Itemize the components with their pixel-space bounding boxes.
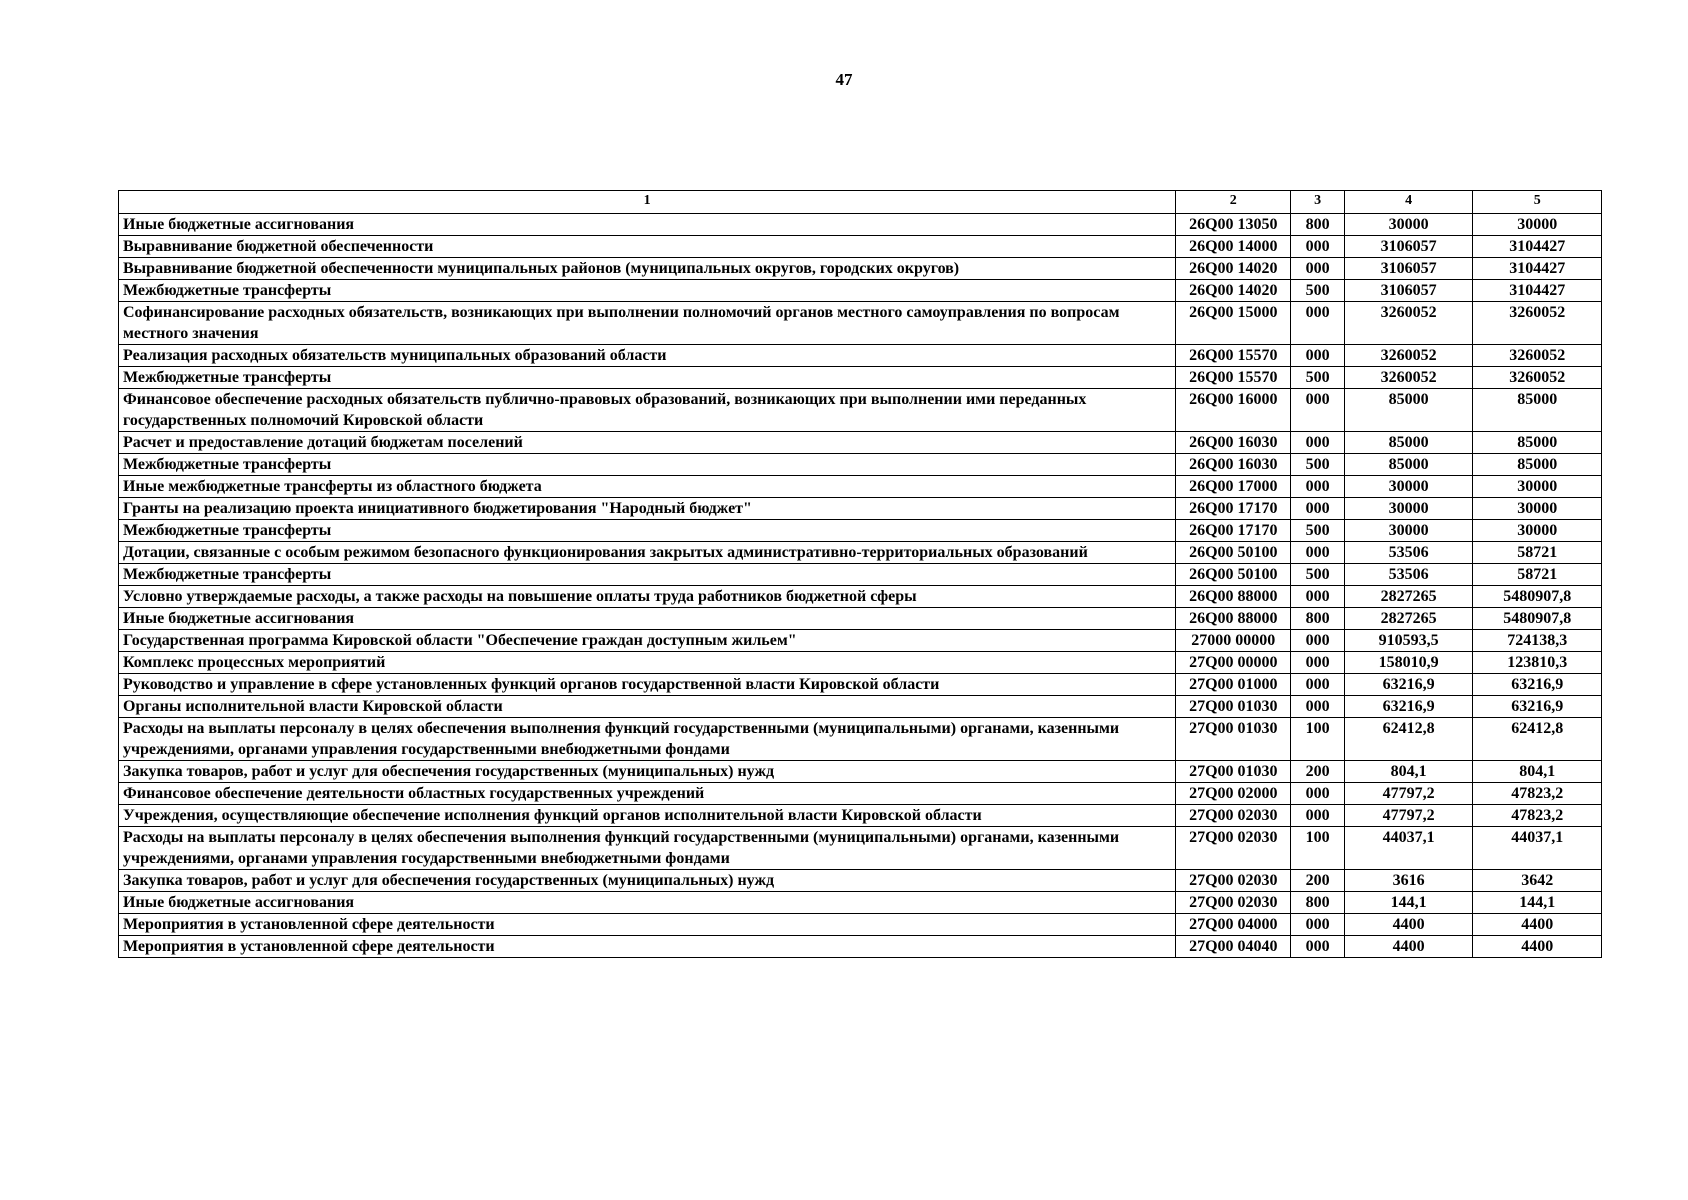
row-value-col4-cell: 53506: [1344, 564, 1473, 586]
row-code-cell: 27Q00 02000: [1176, 783, 1291, 805]
row-value-col4-cell: 3260052: [1344, 345, 1473, 367]
row-type-cell: 000: [1291, 498, 1344, 520]
header-col-3: 3: [1291, 191, 1344, 214]
row-code-cell: 27Q00 02030: [1176, 870, 1291, 892]
row-value-col4-cell: 3260052: [1344, 367, 1473, 389]
row-value-col5-cell: 58721: [1473, 564, 1602, 586]
row-value-col5-cell: 3104427: [1473, 280, 1602, 302]
page-number: 47: [835, 70, 853, 89]
row-type-cell: 000: [1291, 236, 1344, 258]
table-row: [119, 586, 1602, 608]
row-name-cell: Иные бюджетные ассигнования: [119, 892, 1176, 914]
row-value-col4-cell: 2827265: [1344, 608, 1473, 630]
row-type-cell: 000: [1291, 914, 1344, 936]
row-name-cell: Межбюджетные трансферты: [119, 454, 1176, 476]
row-value-col5-cell: 62412,8: [1473, 718, 1602, 761]
row-value-col5-cell: 47823,2: [1473, 783, 1602, 805]
row-value-col5-cell: 4400: [1473, 914, 1602, 936]
row-type-cell: 000: [1291, 652, 1344, 674]
row-code-cell: 27Q00 02030: [1176, 805, 1291, 827]
row-type-cell: 000: [1291, 432, 1344, 454]
row-value-col4-cell: 804,1: [1344, 761, 1473, 783]
row-code-cell: 26Q00 88000: [1176, 608, 1291, 630]
header-col-2: 2: [1176, 191, 1291, 214]
row-type-cell: 000: [1291, 476, 1344, 498]
row-type-cell: 500: [1291, 564, 1344, 586]
row-value-col4-cell: 30000: [1344, 498, 1473, 520]
row-value-col5-cell: 58721: [1473, 542, 1602, 564]
row-code-cell: 26Q00 88000: [1176, 586, 1291, 608]
row-value-col5-cell: 5480907,8: [1473, 586, 1602, 608]
row-type-cell: 000: [1291, 389, 1344, 432]
table-row: [119, 783, 1602, 805]
row-code-cell: 26Q00 16030: [1176, 454, 1291, 476]
row-code-cell: 27Q00 01030: [1176, 696, 1291, 718]
row-type-cell: 500: [1291, 454, 1344, 476]
row-value-col4-cell: 85000: [1344, 389, 1473, 432]
row-value-col5-cell: 3104427: [1473, 258, 1602, 280]
row-value-col4-cell: 63216,9: [1344, 696, 1473, 718]
row-type-cell: 200: [1291, 761, 1344, 783]
table-row: [119, 936, 1602, 958]
table-row: [119, 870, 1602, 892]
row-name-cell: Софинансирование расходных обязательств, возникающих при выполнении полномочий органов местного самоуправления по вопросам местного значения: [119, 302, 1176, 345]
header-col-1: 1: [119, 191, 1176, 214]
row-value-col5-cell: 3260052: [1473, 302, 1602, 345]
table-row: [119, 236, 1602, 258]
row-name-cell: Иные бюджетные ассигнования: [119, 214, 1176, 236]
row-name-cell: Межбюджетные трансферты: [119, 280, 1176, 302]
row-value-col5-cell: 85000: [1473, 454, 1602, 476]
row-value-col5-cell: 3104427: [1473, 236, 1602, 258]
row-type-cell: 800: [1291, 892, 1344, 914]
row-value-col4-cell: 44037,1: [1344, 827, 1473, 870]
row-name-cell: Выравнивание бюджетной обеспеченности муниципальных районов (муниципальных округов, городских округов): [119, 258, 1176, 280]
row-name-cell: Руководство и управление в сфере установленных функций органов государственной власти Кировской области: [119, 674, 1176, 696]
table-row: [119, 280, 1602, 302]
row-name-cell: Дотации, связанные с особым режимом безопасного функционирования закрытых административно-территориальных образований: [119, 542, 1176, 564]
row-type-cell: 000: [1291, 630, 1344, 652]
row-type-cell: 000: [1291, 302, 1344, 345]
row-name-cell: Финансовое обеспечение деятельности областных государственных учреждений: [119, 783, 1176, 805]
row-value-col4-cell: 3106057: [1344, 280, 1473, 302]
row-value-col5-cell: 3642: [1473, 870, 1602, 892]
row-value-col5-cell: 4400: [1473, 936, 1602, 958]
table-row: [119, 498, 1602, 520]
table-row: [119, 345, 1602, 367]
table-row: [119, 302, 1602, 345]
row-type-cell: 000: [1291, 783, 1344, 805]
table-row: [119, 805, 1602, 827]
row-code-cell: 26Q00 15570: [1176, 345, 1291, 367]
row-value-col5-cell: 3260052: [1473, 345, 1602, 367]
row-type-cell: 500: [1291, 367, 1344, 389]
row-value-col4-cell: 63216,9: [1344, 674, 1473, 696]
row-value-col4-cell: 144,1: [1344, 892, 1473, 914]
row-code-cell: 27Q00 02030: [1176, 827, 1291, 870]
row-name-cell: Финансовое обеспечение расходных обязательств публично-правовых образований, возникающих при выполнении ими переданных государственных полномочий Кировской области: [119, 389, 1176, 432]
header-col-4: 4: [1344, 191, 1473, 214]
row-code-cell: 26Q00 14000: [1176, 236, 1291, 258]
table-row: [119, 432, 1602, 454]
row-name-cell: Выравнивание бюджетной обеспеченности: [119, 236, 1176, 258]
row-code-cell: 26Q00 16000: [1176, 389, 1291, 432]
row-type-cell: 000: [1291, 586, 1344, 608]
row-value-col5-cell: 85000: [1473, 389, 1602, 432]
row-name-cell: Закупка товаров, работ и услуг для обеспечения государственных (муниципальных) нужд: [119, 870, 1176, 892]
row-name-cell: Иные бюджетные ассигнования: [119, 608, 1176, 630]
row-code-cell: 27Q00 04040: [1176, 936, 1291, 958]
row-code-cell: 27Q00 00000: [1176, 652, 1291, 674]
row-value-col5-cell: 44037,1: [1473, 827, 1602, 870]
row-value-col5-cell: 47823,2: [1473, 805, 1602, 827]
row-name-cell: Гранты на реализацию проекта инициативного бюджетирования "Народный бюджет": [119, 498, 1176, 520]
row-value-col4-cell: 2827265: [1344, 586, 1473, 608]
row-name-cell: Межбюджетные трансферты: [119, 564, 1176, 586]
row-name-cell: Мероприятия в установленной сфере деятельности: [119, 936, 1176, 958]
row-value-col5-cell: 30000: [1473, 520, 1602, 542]
row-value-col4-cell: 3106057: [1344, 258, 1473, 280]
table-row: [119, 892, 1602, 914]
row-code-cell: 27Q00 01030: [1176, 761, 1291, 783]
row-name-cell: Реализация расходных обязательств муниципальных образований области: [119, 345, 1176, 367]
row-value-col5-cell: 123810,3: [1473, 652, 1602, 674]
row-value-col5-cell: 144,1: [1473, 892, 1602, 914]
row-type-cell: 200: [1291, 870, 1344, 892]
table-row: [119, 718, 1602, 761]
row-type-cell: 000: [1291, 696, 1344, 718]
row-value-col5-cell: 5480907,8: [1473, 608, 1602, 630]
row-value-col4-cell: 53506: [1344, 542, 1473, 564]
row-code-cell: 26Q00 14020: [1176, 258, 1291, 280]
row-type-cell: 000: [1291, 345, 1344, 367]
row-value-col5-cell: 63216,9: [1473, 696, 1602, 718]
table-row: [119, 608, 1602, 630]
row-name-cell: Мероприятия в установленной сфере деятельности: [119, 914, 1176, 936]
row-value-col5-cell: 63216,9: [1473, 674, 1602, 696]
row-value-col4-cell: 4400: [1344, 914, 1473, 936]
row-value-col4-cell: 3106057: [1344, 236, 1473, 258]
table-row: [119, 674, 1602, 696]
table-row: [119, 542, 1602, 564]
row-code-cell: 27Q00 01030: [1176, 718, 1291, 761]
table-row: [119, 914, 1602, 936]
row-code-cell: 27Q00 04000: [1176, 914, 1291, 936]
table-row: [119, 827, 1602, 870]
row-code-cell: 26Q00 15000: [1176, 302, 1291, 345]
table-row: [119, 367, 1602, 389]
row-name-cell: Иные межбюджетные трансферты из областного бюджета: [119, 476, 1176, 498]
table-row: [119, 454, 1602, 476]
row-code-cell: 26Q00 17000: [1176, 476, 1291, 498]
row-value-col4-cell: 30000: [1344, 476, 1473, 498]
table-row: [119, 652, 1602, 674]
row-name-cell: Органы исполнительной власти Кировской области: [119, 696, 1176, 718]
table-body: [119, 214, 1602, 958]
row-name-cell: Закупка товаров, работ и услуг для обеспечения государственных (муниципальных) нужд: [119, 761, 1176, 783]
row-name-cell: Учреждения, осуществляющие обеспечение исполнения функций органов исполнительной власти Кировской области: [119, 805, 1176, 827]
row-value-col5-cell: 724138,3: [1473, 630, 1602, 652]
header-col-5: 5: [1473, 191, 1602, 214]
row-value-col4-cell: 47797,2: [1344, 805, 1473, 827]
row-code-cell: 26Q00 50100: [1176, 542, 1291, 564]
row-code-cell: 27Q00 02030: [1176, 892, 1291, 914]
row-code-cell: 26Q00 16030: [1176, 432, 1291, 454]
row-name-cell: Государственная программа Кировской области "Обеспечение граждан доступным жильем": [119, 630, 1176, 652]
table-row: [119, 389, 1602, 432]
budget-table: [118, 190, 1602, 958]
row-code-cell: 26Q00 13050: [1176, 214, 1291, 236]
row-value-col4-cell: 910593,5: [1344, 630, 1473, 652]
table-row: [119, 258, 1602, 280]
row-value-col4-cell: 4400: [1344, 936, 1473, 958]
row-value-col4-cell: 62412,8: [1344, 718, 1473, 761]
row-type-cell: 500: [1291, 520, 1344, 542]
row-name-cell: Расходы на выплаты персоналу в целях обеспечения выполнения функций государственными (муниципальными) органами, казенными учреждениями, органами управления государственными внебюджетными фондами: [119, 827, 1176, 870]
row-type-cell: 800: [1291, 608, 1344, 630]
row-name-cell: Комплекс процессных мероприятий: [119, 652, 1176, 674]
row-name-cell: Расходы на выплаты персоналу в целях обеспечения выполнения функций государственными (муниципальными) органами, казенными учреждениями, органами управления государственными внебюджетными фондами: [119, 718, 1176, 761]
row-code-cell: 27000 00000: [1176, 630, 1291, 652]
row-value-col5-cell: 30000: [1473, 476, 1602, 498]
table-row: [119, 214, 1602, 236]
row-value-col4-cell: 3616: [1344, 870, 1473, 892]
table-row: [119, 564, 1602, 586]
row-name-cell: Межбюджетные трансферты: [119, 520, 1176, 542]
table-header-row: [119, 191, 1602, 214]
table-row: [119, 761, 1602, 783]
row-value-col5-cell: 3260052: [1473, 367, 1602, 389]
table-row: [119, 520, 1602, 542]
row-value-col4-cell: 85000: [1344, 432, 1473, 454]
row-type-cell: 000: [1291, 258, 1344, 280]
row-value-col4-cell: 30000: [1344, 520, 1473, 542]
row-type-cell: 100: [1291, 718, 1344, 761]
row-code-cell: 26Q00 14020: [1176, 280, 1291, 302]
row-value-col5-cell: 30000: [1473, 498, 1602, 520]
row-value-col4-cell: 30000: [1344, 214, 1473, 236]
row-value-col4-cell: 158010,9: [1344, 652, 1473, 674]
row-type-cell: 100: [1291, 827, 1344, 870]
row-type-cell: 000: [1291, 805, 1344, 827]
row-value-col5-cell: 30000: [1473, 214, 1602, 236]
table-row: [119, 630, 1602, 652]
row-code-cell: 27Q00 01000: [1176, 674, 1291, 696]
row-value-col4-cell: 47797,2: [1344, 783, 1473, 805]
row-type-cell: 000: [1291, 936, 1344, 958]
row-name-cell: Межбюджетные трансферты: [119, 367, 1176, 389]
row-type-cell: 800: [1291, 214, 1344, 236]
row-type-cell: 000: [1291, 542, 1344, 564]
row-value-col4-cell: 3260052: [1344, 302, 1473, 345]
row-name-cell: Условно утверждаемые расходы, а также расходы на повышение оплаты труда работников бюджетной сферы: [119, 586, 1176, 608]
row-code-cell: 26Q00 50100: [1176, 564, 1291, 586]
row-value-col4-cell: 85000: [1344, 454, 1473, 476]
row-code-cell: 26Q00 17170: [1176, 520, 1291, 542]
row-type-cell: 000: [1291, 674, 1344, 696]
row-name-cell: Расчет и предоставление дотаций бюджетам поселений: [119, 432, 1176, 454]
table-row: [119, 476, 1602, 498]
row-value-col5-cell: 804,1: [1473, 761, 1602, 783]
row-value-col5-cell: 85000: [1473, 432, 1602, 454]
table-row: [119, 696, 1602, 718]
row-code-cell: 26Q00 17170: [1176, 498, 1291, 520]
row-code-cell: 26Q00 15570: [1176, 367, 1291, 389]
row-type-cell: 500: [1291, 280, 1344, 302]
